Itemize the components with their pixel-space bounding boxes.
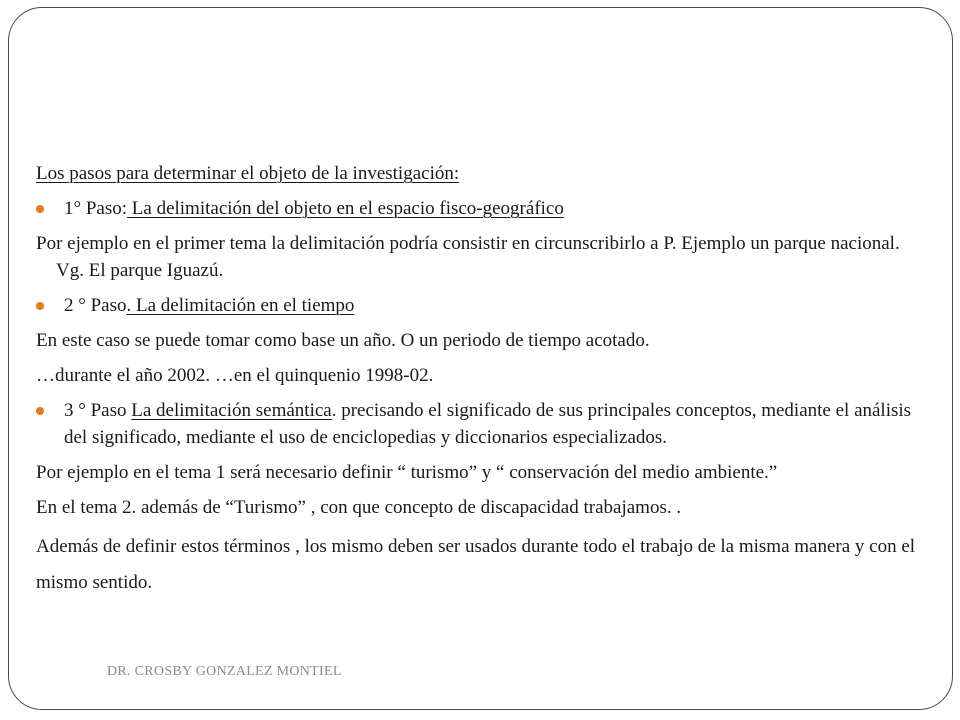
- heading-text: Los pasos para determinar el objeto de la investigación:: [36, 163, 460, 184]
- bullet-dot-icon: [36, 205, 44, 213]
- step1-underlined: La delimitación del objeto en el espacio fisco-geográfico: [127, 198, 564, 219]
- example-3: Por ejemplo en el tema 1 será necesario definir “ turismo” y “ conservación del medio ambiente.”: [36, 462, 778, 483]
- step3-prefix: 3 ° Paso: [64, 400, 132, 421]
- footer-author: DR. CROSBY GONZALEZ MONTIEL: [107, 664, 342, 679]
- example-2b: …durante el año 2002. …en el quinquenio 1998-02.: [36, 365, 434, 386]
- bullet-step-2: [36, 292, 926, 319]
- step3-underlined: La delimitación semántica: [131, 400, 332, 421]
- slide-content: [36, 160, 926, 609]
- example-1: Por ejemplo en el primer tema la delimitación podría consistir en circunscribirlo a P. Ejemplo un parque nacional. Vg. El parque Iguazú.: [36, 233, 900, 281]
- bullet-dot-icon: [36, 302, 44, 310]
- step3-rest: . precisando el significado de sus principales conceptos, mediante el análisis del significado, mediante el uso de enciclopedias y diccionarios especializados.: [64, 400, 912, 448]
- bullet-step-1: [36, 195, 926, 222]
- example-2: En este caso se puede tomar como base un año. O un periodo de tiempo acotado.: [36, 330, 650, 351]
- step2-prefix: 2 ° Paso: [64, 295, 127, 316]
- heading: [36, 160, 926, 187]
- step1-prefix: 1° Paso:: [64, 198, 128, 219]
- step2-underlined: . La delimitación en el tiempo: [126, 295, 355, 316]
- bullet-step-3: [36, 397, 926, 451]
- example-4: En el tema 2. además de “Turismo” , con que concepto de discapacidad trabajamos. .: [36, 497, 682, 518]
- closing-paragraph: Además de definir estos términos , los mismo deben ser usados durante todo el trabajo de la misma manera y con el mismo sentido.: [36, 536, 916, 593]
- bullet-dot-icon: [36, 407, 44, 415]
